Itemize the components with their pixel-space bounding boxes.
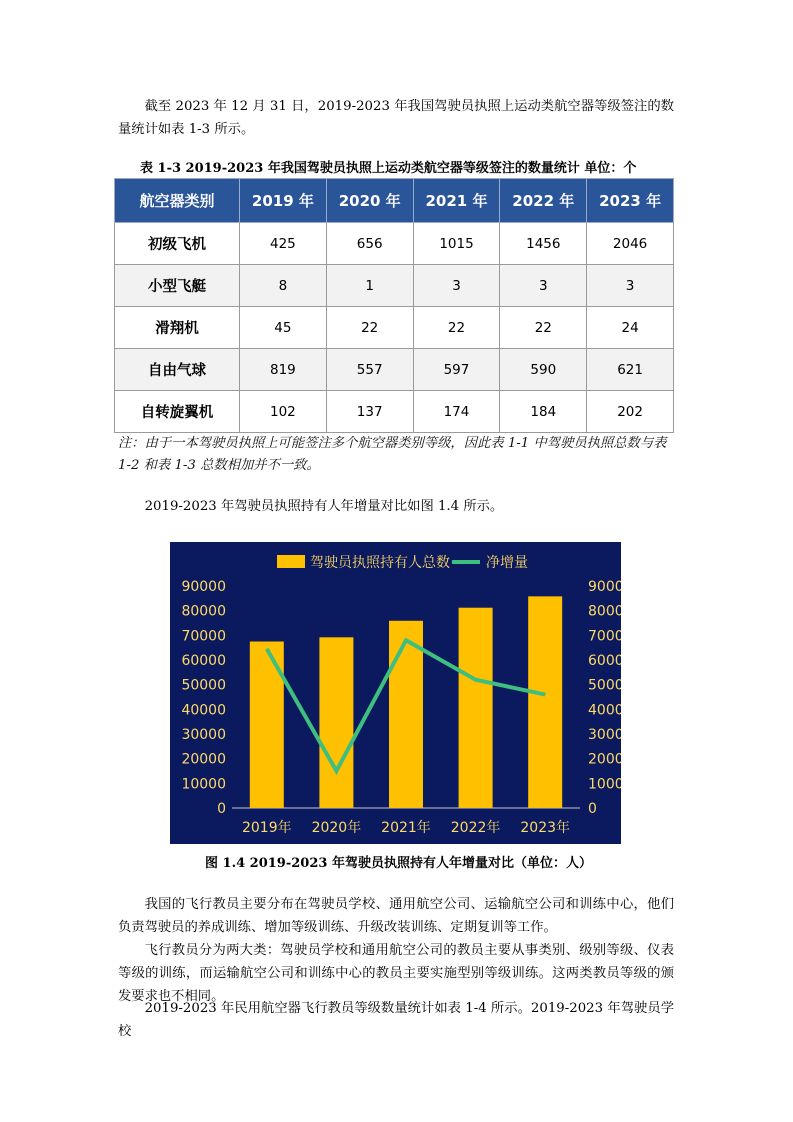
legend-label-line: 净增量: [486, 555, 528, 571]
line-point: [336, 771, 337, 772]
left-axis-tick-label: 40000: [181, 702, 226, 719]
table-row: [115, 223, 674, 265]
paragraph-table-reference: 2019-2023 年民用航空器飞行教员等级数量统计如表 1-4 所示。2019-2023 年驾驶员学校: [118, 1001, 674, 1039]
table-cell: 621: [587, 349, 674, 391]
table-cell: 202: [587, 391, 674, 433]
bar: [319, 637, 353, 808]
right-axis-tick-label: 4000: [588, 702, 621, 719]
table-header-cell: 2019 年: [240, 179, 327, 223]
left-axis-tick-label: 10000: [181, 776, 226, 793]
table-cell: 初级飞机: [115, 223, 240, 265]
table-cell: 819: [240, 349, 327, 391]
table-row: [115, 349, 674, 391]
x-axis-tick-label: 2020年: [311, 820, 362, 836]
table-cell: 2046: [587, 223, 674, 265]
bar: [459, 608, 493, 808]
table-note: 注：由于一本驾驶员执照上可能签注多个航空器类别等级，因此表 1-1 中驾驶员执照总数与表 1-2 和表 1-3 总数相加并不一致。: [118, 436, 667, 473]
table-cell: 1015: [413, 223, 500, 265]
table-cell: 1456: [500, 223, 587, 265]
left-axis-tick-label: 20000: [181, 751, 226, 768]
left-axis-tick-label: 80000: [181, 603, 226, 620]
x-axis-tick-label: 2019年: [241, 820, 292, 836]
x-axis-tick-label: 2022年: [450, 820, 501, 836]
table-row: [115, 307, 674, 349]
table-cell: 8: [240, 265, 327, 307]
table-cell: 3: [413, 265, 500, 307]
table-header-cell: 2020 年: [326, 179, 413, 223]
right-axis-tick-label: 8000: [588, 603, 621, 620]
left-axis-tick-label: 50000: [181, 677, 226, 694]
paragraph-instructor-types: 飞行教员分为两大类：驾驶员学校和通用航空公司的教员主要从事类别、级别等级、仪表等级的训练，而运输航空公司和训练中心的教员主要实施型别等级训练。这两类教员等级的颁发要求也不相同。: [118, 943, 674, 1004]
table-cell: 自由气球: [115, 349, 240, 391]
table-row: [115, 265, 674, 307]
chart-caption: 图 1.4 2019-2023 年驾驶员执照持有人年增量对比（单位：人）: [205, 856, 592, 871]
right-axis-tick-label: 6000: [588, 653, 621, 669]
line-point: [475, 679, 476, 680]
combo-chart: [170, 542, 621, 844]
right-axis-tick-label: 3000: [588, 727, 621, 743]
table-cell: 3: [500, 265, 587, 307]
right-axis-tick-label: 2000: [588, 751, 621, 768]
right-axis-tick-label: 5000: [588, 677, 621, 694]
table-cell: 小型飞艇: [115, 265, 240, 307]
legend-label-bar: 驾驶员执照持有人总数: [310, 555, 450, 571]
left-axis-tick-label: 60000: [181, 653, 226, 669]
table-cell: 174: [413, 391, 500, 433]
table-cell: 425: [240, 223, 327, 265]
aircraft-rating-table: [114, 178, 674, 433]
table-cell: 597: [413, 349, 500, 391]
table-header-cell: 2023 年: [587, 179, 674, 223]
line-point: [406, 640, 407, 641]
legend-swatch-bar: [277, 555, 305, 568]
intro-paragraph: 截至 2023 年 12 月 31 日，2019-2023 年我国驾驶员执照上运动类航空器等级签注的数量统计如表 1-3 所示。: [118, 99, 674, 137]
table-cell: 557: [326, 349, 413, 391]
chart-panel: [170, 542, 621, 844]
table-cell: 45: [240, 307, 327, 349]
table-caption: 表 1-3 2019-2023 年我国驾驶员执照上运动类航空器等级签注的数量统计 单位：个: [140, 161, 637, 176]
table-cell: 656: [326, 223, 413, 265]
right-axis-tick-label: 7000: [588, 628, 621, 645]
table-cell: 137: [326, 391, 413, 433]
left-axis-tick-label: 90000: [181, 579, 226, 595]
table-cell: 590: [500, 349, 587, 391]
right-axis-tick-label: 0: [588, 801, 597, 817]
table-cell: 22: [326, 307, 413, 349]
table-cell: 184: [500, 391, 587, 433]
table-cell: 1: [326, 265, 413, 307]
right-axis-tick-label: 1000: [588, 776, 621, 793]
table-header-cell: 航空器类别: [115, 179, 240, 223]
right-axis-tick-label: 9000: [588, 579, 621, 595]
table-cell: 24: [587, 307, 674, 349]
left-axis-tick-label: 70000: [181, 628, 226, 645]
bar: [528, 596, 562, 808]
x-axis-tick-label: 2021年: [381, 820, 431, 836]
table-header-row: [115, 179, 674, 223]
table-cell: 3: [587, 265, 674, 307]
x-axis-tick-label: 2023年: [520, 820, 571, 836]
table-cell: 滑翔机: [115, 307, 240, 349]
table-header-cell: 2021 年: [413, 179, 500, 223]
left-axis-tick-label: 30000: [181, 727, 226, 743]
table-header-cell: 2022 年: [500, 179, 587, 223]
table-cell: 22: [413, 307, 500, 349]
table-cell: 22: [500, 307, 587, 349]
table-cell: 自转旋翼机: [115, 391, 240, 433]
line-point: [266, 648, 267, 649]
line-point: [545, 694, 546, 695]
left-axis-tick-label: 0: [217, 801, 226, 817]
table-row: [115, 391, 674, 433]
table-cell: 102: [240, 391, 327, 433]
chart-intro-paragraph: 2019-2023 年驾驶员执照持有人年增量对比如图 1.4 所示。: [144, 499, 504, 514]
paragraph-instructors: 我国的飞行教员主要分布在驾驶员学校、通用航空公司、运输航空公司和训练中心，他们负责驾驶员的养成训练、增加等级训练、升级改装训练、定期复训等工作。: [118, 897, 674, 935]
